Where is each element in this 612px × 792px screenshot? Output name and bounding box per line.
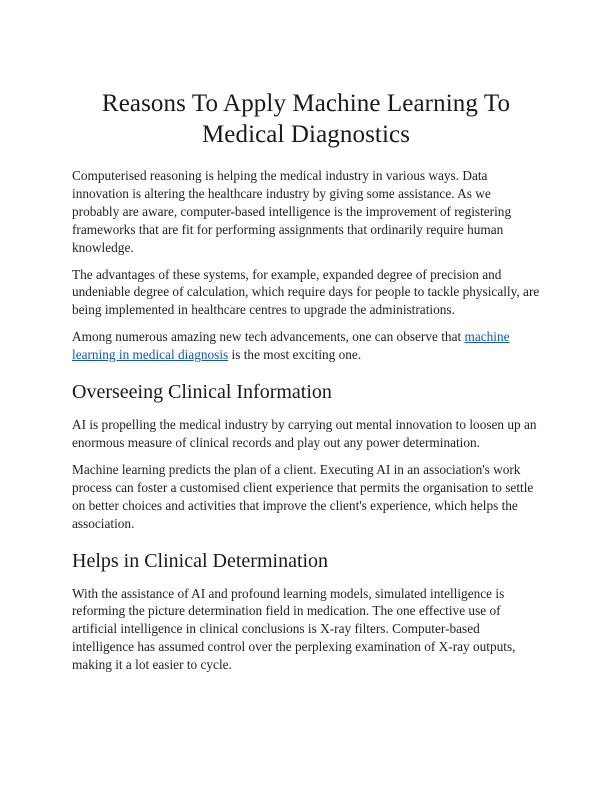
document-title: Reasons To Apply Machine Learning To Medical Diagnostics — [101, 90, 511, 148]
section-heading-clinical-determination: Helps in Clinical Determination — [72, 549, 329, 572]
section-1-paragraph-1: AI is propelling the medical industry by carrying out mental innovation to loosen up an enormous measure of clinical records and play out any power determination. — [72, 417, 537, 450]
document-page — [72, 88, 540, 683]
intro-paragraph-3-tail: is the most exciting one. — [228, 347, 362, 363]
section-2-paragraph-1: With the assistance of AI and profound learning models, simulated intelligence is reforming the picture determination field in medication. The one effective use of artificial intelligence in clinical conclusions is X-ray filters. Computer-based intelligence has assumed control over the perplexing examination of X-ray outputs, making it a lot easier to cycle. — [72, 585, 516, 673]
intro-paragraph-2: The advantages of these systems, for example, expanded degree of precision and undeniable degree of calculation, which require days for people to tackle physically, are being implemented in healthcare centres to upgrade the administrations. — [72, 266, 540, 318]
intro-paragraph-1: Computerised reasoning is helping the medical industry in various ways. Data innovation is altering the healthcare industry by giving some assistance. As we probably are aware, computer-based intelligence is the improvement of registering frameworks that are fit for performing assignments that ordinarily require human knowledge. — [72, 168, 512, 255]
intro-paragraph-3 — [72, 328, 540, 364]
section-1-paragraph-2: Machine learning predicts the plan of a client. Executing AI in an association's work process can foster a customised client experience that permits the organisation to settle on better choices and activities that improve the client's experience, which helps the association. — [72, 461, 534, 531]
intro-paragraph-3-lead: Among numerous amazing new tech advancements, one can observe that — [72, 329, 465, 345]
section-heading-clinical-information: Overseeing Clinical Information — [72, 381, 332, 404]
ml-medical-diagnosis-link[interactable]: machine learning in medical diagnosis — [72, 329, 510, 363]
